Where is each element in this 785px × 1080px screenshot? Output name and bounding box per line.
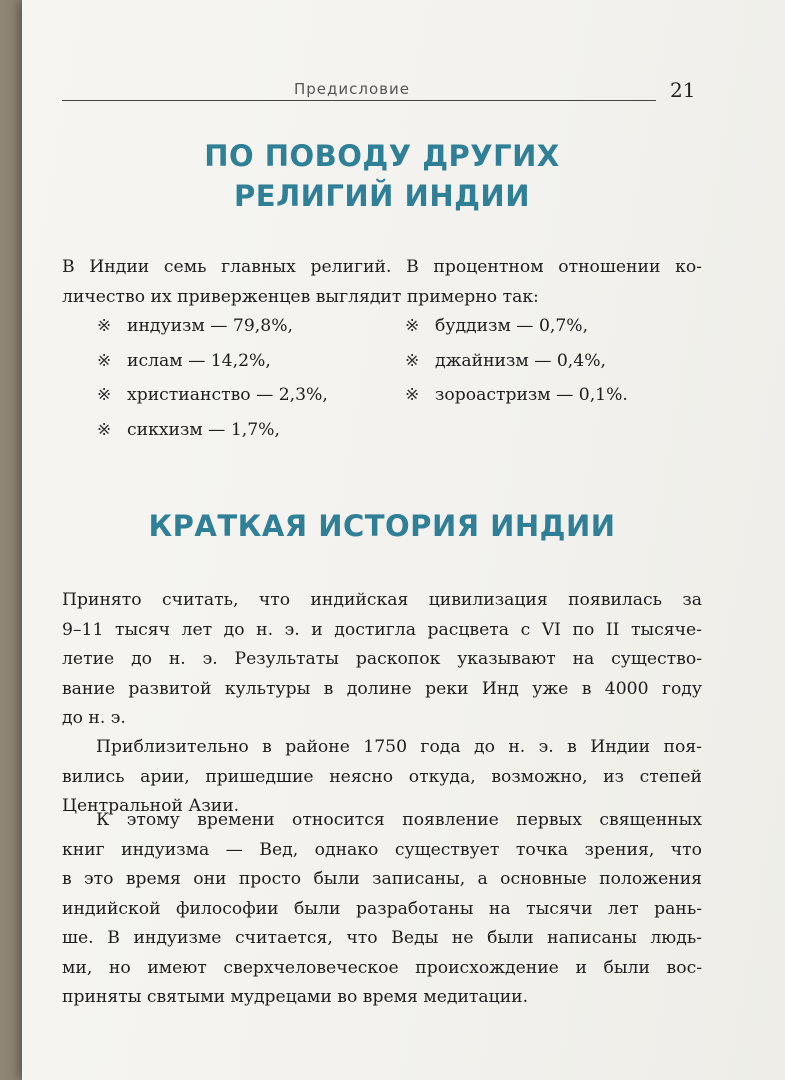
bullet-mark: ※ <box>97 350 112 371</box>
text-line: 9–11 тысяч лет до н. э. и достигла расцвета с VI по II тысяче- <box>62 619 702 640</box>
heading-line: ПО ПОВОДУ ДРУГИХ <box>204 139 560 173</box>
history-paragraph-1 <box>62 586 702 734</box>
bullet-mark: ※ <box>405 350 420 371</box>
running-header <box>62 76 702 106</box>
text-line: ше. В индуизме считается, что Веды не были написаны людь- <box>62 928 702 948</box>
religions-left-column <box>97 312 328 450</box>
bullet-mark: ※ <box>97 419 112 440</box>
book-page <box>22 0 785 1080</box>
history-paragraph-3 <box>62 806 702 1013</box>
text-line: индийской философии были разработаны на тысячи лет рань- <box>62 898 702 919</box>
bullet-mark: ※ <box>97 385 112 405</box>
list-item-text: индуизм — 79,8%, <box>127 316 293 336</box>
religions-right-column <box>405 312 628 416</box>
list-item <box>97 381 328 416</box>
intro-paragraph <box>62 253 702 312</box>
text-line: вились арии, пришедшие неясно откуда, возможно, из степей <box>62 766 702 787</box>
bullet-mark: ※ <box>97 316 112 336</box>
bullet-mark: ※ <box>405 385 420 405</box>
page-number: 21 <box>670 78 696 102</box>
list-item <box>97 416 328 451</box>
text-line: Принято считать, что индийская цивилизация появилась за <box>62 590 702 610</box>
text-line: В Индии семь главных религий. В процентном отношении ко- <box>62 257 702 277</box>
header-rule <box>62 100 656 101</box>
text-line: вание развитой культуры в долине реки Инд уже в 4000 году <box>62 678 702 699</box>
text-line: Приблизительно в районе 1750 года до н. э. в Индии поя- <box>96 737 702 757</box>
list-item-text: джайнизм — 0,4%, <box>435 350 606 371</box>
header-title: Предисловие <box>294 80 410 98</box>
list-item-text: зороастризм — 0,1%. <box>435 385 628 405</box>
text-line: летие до н. э. Результаты раскопок указывают на существо- <box>62 649 702 669</box>
list-item-text: буддизм — 0,7%, <box>435 316 589 336</box>
list-item <box>405 312 628 347</box>
list-item-text: христианство — 2,3%, <box>127 385 328 405</box>
text-line: приняты святыми мудрецами во время медитации. <box>62 987 529 1007</box>
section-heading-other-religions <box>62 136 702 216</box>
list-item <box>405 347 628 382</box>
list-item <box>97 312 328 347</box>
text-line: ми, но имеют сверхчеловеческое происхождение и были вос- <box>62 957 702 978</box>
text-line: до н. э. <box>62 708 126 728</box>
list-item-text: ислам — 14,2%, <box>127 350 271 371</box>
list-item-text: сикхизм — 1,7%, <box>127 419 280 440</box>
text-line: К этому времени относится появление первых священных <box>96 810 702 830</box>
heading-line: РЕЛИГИЙ ИНДИИ <box>234 179 530 213</box>
text-line: Центральной Азии. <box>62 796 240 816</box>
list-item <box>405 381 628 416</box>
list-item <box>97 347 328 382</box>
text-line: личество их приверженцев выглядит примерно так: <box>62 286 539 307</box>
text-line: книг индуизма — Вед, однако существует точка зрения, что <box>62 839 702 860</box>
section-heading-brief-history: КРАТКАЯ ИСТОРИЯ ИНДИИ <box>148 509 616 543</box>
text-line: в это время они просто были записаны, а основные положения <box>62 869 702 889</box>
bullet-mark: ※ <box>405 316 420 336</box>
